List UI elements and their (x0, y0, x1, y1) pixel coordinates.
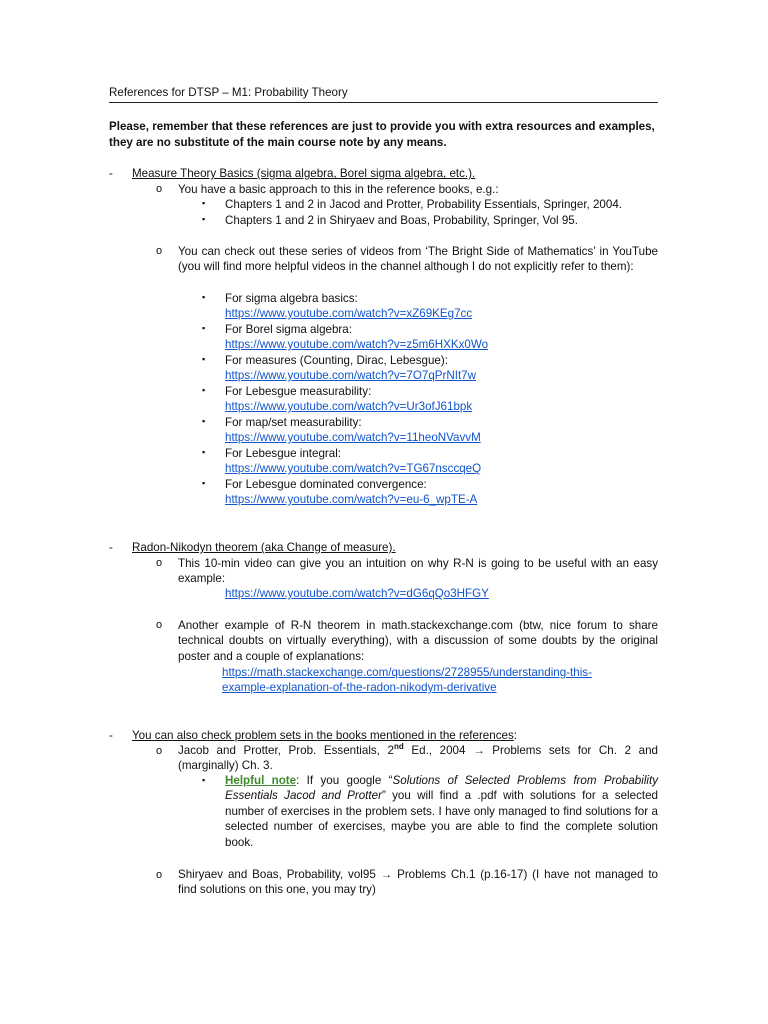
square-bullet: ▪ (202, 198, 206, 208)
intro-paragraph: Please, remember that these references are just to provide you with extra resources and examples, they are no substitute of the main course note by any means. (109, 120, 655, 149)
helpful-note-label: Helpful note (225, 774, 297, 787)
video-link[interactable]: https://www.youtube.com/watch?v=TG67nsccqeQ (225, 462, 482, 475)
jacob-protter-text-b: Ed., 2004 → Problems sets for Ch. 2 and (marginally) Ch. 3. (178, 744, 658, 773)
radon-nikodym-video-link[interactable]: https://www.youtube.com/watch?v=dG6qQo3HFGY (225, 587, 489, 600)
square-bullet: ▪ (202, 292, 206, 302)
circle-bullet: o (156, 619, 163, 631)
section1-item1: You have a basic approach to this in the reference books, e.g.: (178, 183, 499, 196)
stackexchange-link-line2[interactable]: example-explanation-of-the-radon-nikodym-derivative (222, 681, 497, 694)
circle-bullet: o (156, 745, 163, 757)
book-reference-1: Chapters 1 and 2 in Jacod and Protter, Probability Essentials, Springer, 2004. (225, 198, 623, 211)
dash-bullet: - (109, 167, 113, 180)
circle-bullet: o (156, 557, 163, 569)
section-title-problem-sets (132, 729, 517, 742)
square-bullet: ▪ (202, 478, 206, 488)
video-label: For measures (Counting, Dirac, Lebesgue): (225, 354, 448, 367)
helpful-note-text-b: ” you will find a .pdf with solutions for a selected number of exercises in the problem sets. I have only managed to find solutions for a selected number of exercises, maybe you are able to find the complete solution book. (225, 789, 658, 849)
helpful-note-text-a: : If you google “ (296, 774, 393, 787)
stackexchange-link-line1[interactable]: https://math.stackexchange.com/questions/2728955/understanding-this- (222, 666, 592, 679)
section2-item1: This 10-min video can give you an intuition on why R-N is going to be useful with an easy example: (178, 557, 658, 586)
circle-bullet: o (156, 245, 163, 257)
square-bullet: ▪ (202, 775, 206, 785)
video-label: For Lebesgue dominated convergence: (225, 478, 427, 491)
video-link[interactable]: https://www.youtube.com/watch?v=Ur3ofJ61bpk (225, 400, 473, 413)
video-link[interactable]: https://www.youtube.com/watch?v=z5m6HXKx0Wo (225, 338, 489, 351)
square-bullet: ▪ (202, 323, 206, 333)
section-title-radon-nikodym: Radon-Nikodyn theorem (aka Change of measure). (132, 541, 396, 554)
book-reference-2: Chapters 1 and 2 in Shiryaev and Boas, Probability, Springer, Vol 95. (225, 214, 578, 227)
square-bullet: ▪ (202, 385, 206, 395)
section1-item2: You can check out these series of videos from ‘The Bright Side of Mathematics’ in YouTube (you will find more helpful videos in the channel although I do not explicitly refer to them): (178, 245, 658, 274)
video-label: For Lebesgue measurability: (225, 385, 372, 398)
square-bullet: ▪ (202, 447, 206, 457)
video-link[interactable]: https://www.youtube.com/watch?v=eu-6_wpTE-A (225, 493, 478, 506)
video-link[interactable]: https://www.youtube.com/watch?v=7O7qPrNIt7w (225, 369, 476, 382)
circle-bullet: o (156, 869, 163, 881)
video-label: For Borel sigma algebra: (225, 323, 352, 336)
video-label: For map/set measurability: (225, 416, 362, 429)
jacob-protter-text-a: Jacob and Protter, Prob. Essentials, 2 (178, 744, 394, 757)
helpful-note-paragraph (225, 773, 658, 850)
dash-bullet: - (109, 729, 113, 742)
problem-sets-title-text: You can also check problem sets in the books mentioned in the references (132, 729, 514, 742)
circle-bullet: o (156, 183, 163, 195)
square-bullet: ▪ (202, 416, 206, 426)
helpful-note-italic-title: Solutions of Selected Problems from Probability Essentials Jacod and Protter (225, 774, 658, 803)
header-rule (109, 102, 658, 103)
section3-item1 (178, 743, 658, 774)
section2-item2: Another example of R-N theorem in math.stackexchange.com (btw, nice forum to share technical doubts on virtually everything), with a discussion of some doubts by the original poster and a couple of explanations: (178, 619, 658, 663)
problem-sets-title-colon: : (513, 729, 517, 742)
video-link[interactable]: https://www.youtube.com/watch?v=11heoNVavvM (225, 431, 481, 444)
dash-bullet: - (109, 541, 113, 554)
square-bullet: ▪ (202, 354, 206, 364)
video-label: For sigma algebra basics: (225, 292, 358, 305)
page-header: References for DTSP – M1: Probability Theory (109, 86, 348, 99)
section3-item2: Shiryaev and Boas, Probability, vol95 → Problems Ch.1 (p.16-17) (I have not managed to find solutions on this one, you may try) (178, 868, 658, 897)
video-link[interactable]: https://www.youtube.com/watch?v=xZ69KEg7cc (225, 307, 473, 320)
section-title-measure-theory: Measure Theory Basics (sigma algebra, Borel sigma algebra, etc.). (132, 167, 476, 180)
square-bullet: ▪ (202, 214, 206, 224)
video-label: For Lebesgue integral: (225, 447, 342, 460)
superscript-nd: nd (394, 742, 404, 752)
